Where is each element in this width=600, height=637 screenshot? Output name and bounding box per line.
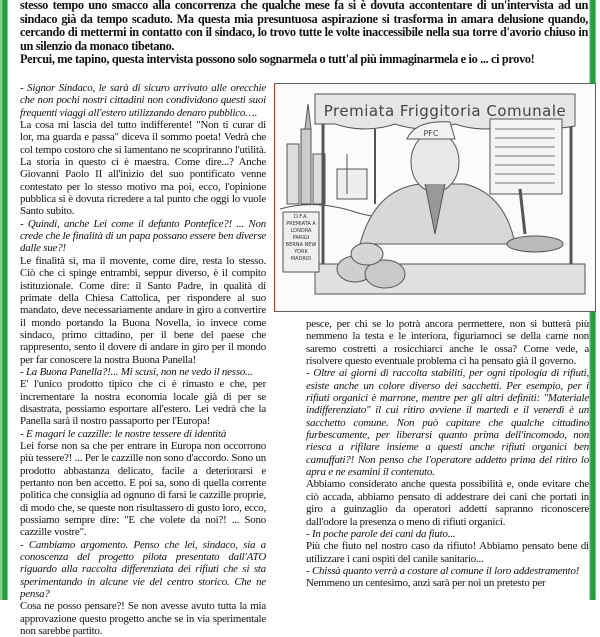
intro-closing: Percui, me tapino, questa intervista possono solo sognarmela o tutt'al più immaginarmela e io ... ci provo! — [20, 52, 535, 67]
interview-answer: Abbiamo considerato anche questa possibilità e, onde evitare che ciò accada, abbiamo pensato di addestrare dei cani che portati in giro a guinzaglio da operatori addetti sapranno riconoscere dall'odore la presenza o meno di rifiuti organici. — [306, 478, 589, 528]
side-sign-text: D.F.A. PREMIATA A LONDRA PARIGI BERNA NEW YORK MADRID — [285, 214, 317, 262]
interview-answer: Nemmeno un centesimo, anzi sarà per noi un pretesto per — [306, 577, 546, 590]
caricature-illustration — [274, 83, 596, 312]
interview-answer: Più che fiuto nel nostro caso da rifiuto! Abbiamo pensato bene di utilizzare i cani ospiti del canile sanitario... — [306, 540, 589, 565]
right-column — [306, 318, 589, 590]
interview-answer: pesce, per chi se lo potrà ancora permettere, non si butterà più nemmeno la testa e le interiora, figuriamoci se della carne non saremo costretti a rosicchiarci anche le ossa? Come vede, a risolvere questo eventuale problema ci ha pensato già il governo. — [306, 318, 589, 368]
interview-question: - Signor Sindaco, le sarà di sicuro arrivato alle orecchie che non pochi nostri cittadini non condividono questi suoi frequenti viaggi all'estero utilizzando denaro pubblico…. — [20, 82, 266, 119]
interview-question: - E magari le cazzille: le nostre tessere di identità — [20, 427, 227, 440]
interview-question: - La Buona Panella?!... Mi scusi, non ne vedo il nesso... — [20, 365, 253, 378]
illustration-drawing — [275, 84, 595, 311]
left-green-border — [0, 0, 8, 600]
interview-answer: Cosa ne posso pensare?! Se non avesse avuto tutta la mia approvazione questo progetto anche se in via sperimentale non sarebbe partito. — [20, 600, 266, 637]
interview-answer: La cosa mi lascia del tutto indifferente! "Non ti curar di lor, ma guarda e passa" diceva il sommo poeta! Vedrà che col tempo costoro che si lamentano ne scopriranno l'utilità. La storia in questo ci è maestra. Come dire...? Anche Giovanni Paolo II all'inizio del suo pontificato venne contestato per lo stesso motivo ma poi, ecco, l'opinione pubblica si è dovuta ricredere a tal punto che oggi lo vuole Santo subito. — [20, 119, 266, 218]
hat-label: PFC — [423, 129, 439, 138]
intro-box — [20, 0, 588, 67]
interview-question: - Chissà quanto verrà a costare al comune il loro addestramento! — [306, 564, 580, 577]
interview-answer: Lei forse non sa che per entrare in Europa non occorrono più tessere?! ... Per le cazzille non sono d'accordo. Sono un prodotto abbastanza delicato, facile a deteriorarsi e pertanto non ben accetto. E poi sa, sono di quella corrente politica che consiglia ad ognuno di farsi le cazzille proprie, di modo che, se queste non risultassero di gusto loro, ecco, possiamo sempre dire: "E che volete da noi?! ... Sono cazzille vostre". — [20, 439, 266, 539]
left-column — [20, 82, 266, 637]
interview-question: - Oltre ai giorni di raccolta stabiliti, per ogni tipologia di rifiuti, esiste anche un colore diverso dei sacchetti. Per esempio, per i rifiuti organici è marrone, mentre per gli altri definiti: "Materiale indifferenziato" il cui ritiro avviene il martedì e il venerdì è un sacchetto comune. Non può capitare che qualche cittadino furbescamente, per liberarsi quanto prima dell'incomodo, non riesca a rifilare insieme a questi anche rifiuti organici ben camuffati?! Non penso che l'operatore addetto prima del ritiro lo apra e ne esamini il contenuto. — [306, 367, 589, 479]
intro-paragraph: stesso tempo uno smacco alla concorrenza che qualche mese fa si è dovuta accontentare di un'intervista ad un sindaco già da tempo scaduto. Ma questa mia presuntuosa aspirazione si trasforma in amara delusione quando, cercando di mettermi in contatto con il sindaco, lo trovo tutte le volte inaccessibile nella sua torre d'avorio chiuso in un silenzio da monaco tibetano. — [20, 0, 588, 53]
interview-question: - Cambiamo argomento. Penso che lei, sindaco, sia a conoscenza del progetto pilota presentato dall'ATO riguardo alla raccolta differenziata dei rifiuti che si sta sperimentando in alcune vie del centro storico. Che ne pensa? — [20, 538, 266, 601]
interview-question: - In poche parole dei cani da fiuto... — [306, 527, 456, 540]
interview-answer: Le finalità sì, ma il movente, come dire, resta lo stesso. Ciò che ci spinge entrambi, seppur diverso, è il compito istituzionale. Come dire: il Santo Padre, in qualità di primate della Chiesa Cattolica, per rispondere al suo mandato, deve necessariamente andare in giro a convertire il mondo portando la Buona Novella, io invece come sindaco, primo cittadino, per il bene del paese che rappresento, sento il dovere di andare in giro per il mondo per far conoscere la nostra Buona Panella! — [20, 254, 266, 366]
interview-question: - Quindi, anche Lei come il defunto Pontefice?! ... Non crede che le finalità di un papa possano essere ben diverse dalle sue?! — [20, 217, 266, 255]
awning-sign-text: Premiata Friggitoria Comunale — [323, 102, 567, 120]
interview-answer: E' l'unico prodotto tipico che ci è rimasto e che, per incrementare la nostra economia locale già di per se disastrata, possiamo esportare all'estero. Lei vedrà che la Panella sarà il nostro passaporto per l'Europa! — [20, 378, 266, 428]
